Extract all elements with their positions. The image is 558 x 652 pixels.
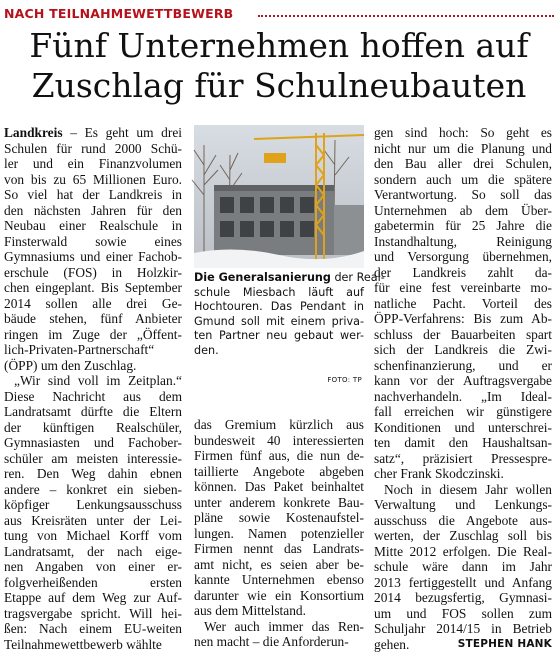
article-line: 2014 sollen alle drei Ge- [4,296,182,312]
article-line: der künftigen Realschüler, [4,420,182,436]
article-line: ler und ein Finanzvolumen [4,156,182,172]
article-line: folgverheißenden ersten [4,575,182,591]
article-line: lungen. Namen potenzieller [194,526,364,542]
article-line: kannte Unternehmen ebenso [194,572,364,588]
article-line: den Bau aller drei Schulen, [374,156,552,172]
article-column-3 [374,125,552,652]
article-line: Landratsamt dürfte die Eltern [4,404,182,420]
article-line: schenfinanzierung, und er [374,358,552,374]
article-line: aus Kreisräten unter der Lei- [4,513,182,529]
article-line: ausschuss die Angebote aus- [374,513,552,529]
caption-bold: Die Generalsanierung [194,271,331,284]
article-line: bäude stehen, fünf Anbieter [4,311,182,327]
article-line: Instandhaltung, Reinigung [374,234,552,250]
article-line: andere – konkret ein sieben- [4,482,182,498]
caption-line: den. [194,344,364,359]
article-line: pläne sowie Kostenaufstel- [194,510,364,526]
article-line: darunter wie ein Konsortium [194,588,364,604]
article-line: ten damit den Haushaltsan- [374,435,552,451]
article-line: köpfiger Lenkungsausschuss [4,497,182,513]
article-line: fall erreichen wir günstigere [374,404,552,420]
article-line: Gymnasiasten und Fachober- [4,435,182,451]
caption-line: Hochtouren. Das Pendant in [194,300,364,315]
article-line: Landratsamt, der nach eige- [4,544,182,560]
article-line: nen Angaben von einer er- [4,559,182,575]
article-line: Teilnahmewettbewerb wählte [4,637,182,652]
article-line: Finsterwald sowie eines [4,234,182,250]
headline-line-2: Zuschlag für Schulneubauten [0,66,558,106]
article-line: 2013 fertiggestellt und Anfang [374,575,552,591]
article-column-2 [194,417,364,650]
article-line: erschule (FOS) in Holzkir- [4,265,182,281]
photo-construction-site [194,125,364,268]
article-line: gabetermin für 25 Jahre die [374,218,552,234]
article-line: natliche Pacht. Vorteil des [374,296,552,312]
article-line: gehen. STEPHEN HANK [374,637,552,652]
article-line: „Wir sind voll im Zeitplan.“ [4,373,182,389]
article-line: Etappe auf dem Weg zur Auf- [4,590,182,606]
article-line: Schulen für rund 2000 Schü- [4,141,182,157]
article-line: lich-Privaten-Partnerschaft“ [4,342,182,358]
article-line: ringen im Zuge der „Öffent- [4,327,182,343]
article-line: werten, der Zuschlag soll bis [374,528,552,544]
article-line: das Gremium kürzlich aus [194,417,364,433]
article-line: Neubau einer Realschule in [4,218,182,234]
article-line: sich der Landkreis die Zwi- [374,342,552,358]
article-line: Verantwortung. So soll das [374,187,552,203]
article-line: nachverhandeln. „Im Ideal- [374,389,552,405]
article-line: Schuljahr 2014/15 in Betrieb [374,621,552,637]
caption-text: der Real- [331,271,385,284]
article-line: gen sind hoch: So geht es [374,125,552,141]
article-line: Firmen nennt das Landrats- [194,541,364,557]
article-line: tragsvergabe spricht. Will hei- [4,606,182,622]
article-line: und Versorgung übernehmen, [374,249,552,265]
photo-credit: FOTO: TP [327,373,362,388]
article-line: schüler am meisten interessie- [4,451,182,467]
article-line: Gymnasiums und einer Fachob- [4,249,182,265]
photo-caption [194,271,364,359]
caption-line: schule Miesbach läuft auf [194,286,364,301]
article-line: nen macht – die Anforderun- [194,634,364,650]
article-line: Diese Nachricht aus dem [4,389,182,405]
caption-line: Gmund soll mit einem priva- [194,315,364,330]
caption-line: ten Partner neu gebaut wer- [194,329,364,344]
article-line: satz“, präzisiert Pressespre- [374,451,552,467]
article-line: Wer auch immer das Ren- [194,619,364,635]
article-line: tung von Michael Korff vom [4,528,182,544]
article-line: schule wäre dann im Jahr [374,559,552,575]
article-line: von bis zu 65 Millionen Euro. [4,172,182,188]
article-line: schluss der Bauarbeiten spart [374,327,552,343]
article-line: Konditionen und unterschrei- [374,420,552,436]
article-line: aus dem Mittelstand. [194,603,364,619]
article-line: unter anderem konkrete Bau- [194,495,364,511]
headline-line-1: Fünf Unternehmen hoffen auf [0,26,558,66]
photo-illustration [194,125,364,268]
kicker: NACH TEILNAHMEWETTBEWERB [4,6,233,21]
byline: STEPHEN HANK [458,637,552,652]
dateline: Landkreis [4,125,63,140]
article-line: ren. Den Weg dahin ebnen [4,466,182,482]
article-line: den nächsten Jahren für den [4,203,182,219]
article-line: sondern auch um die spätere [374,172,552,188]
article-line: (ÖPP) um den Zuschlag. [4,358,182,374]
kicker-dotted-rule [258,15,554,17]
kicker-row [4,6,554,20]
article-line: ÖPP-Verfahrens: Bis zum Ab- [374,311,552,327]
article-line: für eine fest vereinbarte mo- [374,280,552,296]
article-line: kann vor der Auftragsvergabe [374,373,552,389]
article-line: So viel hat der Landkreis in [4,187,182,203]
caption-line [194,271,364,286]
article-line: nicht nur um die Planung und [374,141,552,157]
article-line: um und FOS sollen zum [374,606,552,622]
article-line: Landkreis – Es geht um drei [4,125,182,141]
article-line: ßen: Nach einem EU-weiten [4,621,182,637]
article-line: können. Das Paket beinhaltet [194,479,364,495]
article-column-1 [4,125,182,652]
article-line: 2014 bezugsfertig, Gymnasi- [374,590,552,606]
article-line: cher Frank Skodczinski. [374,466,552,482]
article-line: chen eingeplant. Bis September [4,280,182,296]
article-line: amt nicht, es seien aber be- [194,557,364,573]
article-line: Unternehmen ab dem Über- [374,203,552,219]
article-line: der Landkreis zahlt da- [374,265,552,281]
article-line: Verwaltung und Lenkungs- [374,497,552,513]
article-line: Noch in diesem Jahr wollen [374,482,552,498]
article-line: taillierte Angebote abgeben [194,464,364,480]
article-line: bundesweit 40 interessierten [194,433,364,449]
headline [0,26,558,106]
article-line: Mitte 2012 erfolgen. Die Real- [374,544,552,560]
article-line: Firmen fünf aus, die nun de- [194,448,364,464]
